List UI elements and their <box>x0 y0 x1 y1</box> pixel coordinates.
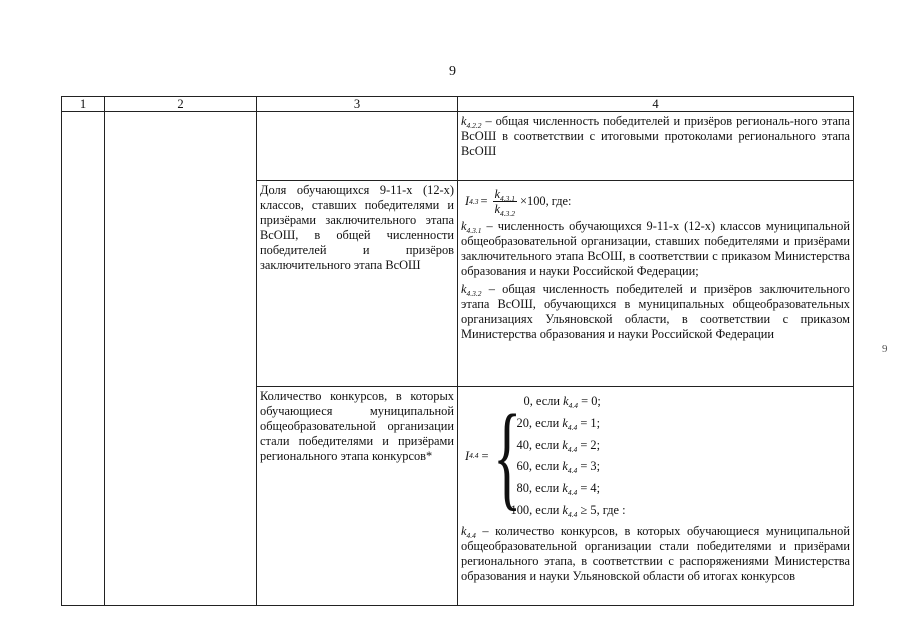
formula-case-row <box>511 413 626 435</box>
definition-text: – количество конкурсов, в которых обучающиеся муниципальной общеобразовательной организации стали победителями и призёрами регионального этапа, в соответствии с распоряжениями Министерства образования и науки Ульяновской области об итогах конкурсов <box>461 523 850 583</box>
formula-tail: ×100, где: <box>520 194 572 208</box>
definition-k422 <box>461 114 850 159</box>
case-condition: = 3; <box>577 459 601 474</box>
case-var: k <box>562 437 568 452</box>
definition-k431 <box>461 219 850 279</box>
cell-number <box>62 112 105 606</box>
formula-case-row <box>511 456 626 478</box>
case-var: k <box>562 459 568 474</box>
cell-method <box>458 112 854 181</box>
definition-k44 <box>461 524 850 584</box>
fraction-denominator <box>493 202 518 216</box>
case-var: k <box>562 481 568 496</box>
numerator-var: k <box>494 187 501 201</box>
case-sub: 4.4 <box>567 488 578 498</box>
case-value: 0, если <box>523 394 561 408</box>
cell-method <box>458 181 854 387</box>
formula-case-row <box>511 435 626 457</box>
formula-i44: I 4.4 = { 0, если $k_{4.4} = 0$; 20, если $k_{4.4} = 1$; 40, если $k_{4.4} = 2$; 60, если $k_{4.4} = 3$; 80, если $k_{4.4} = 4$; 100, если $k_{4.4} \ge 5$, где : <box>465 390 626 522</box>
cell-indicator-name <box>257 387 458 606</box>
numerator-sub: 4.3.1 <box>500 194 516 203</box>
case-condition: = 0; <box>578 394 601 408</box>
definition-k432 <box>461 282 850 342</box>
case-condition: = 1; <box>577 415 601 430</box>
margin-page-mark: 9 <box>882 343 888 355</box>
case-sub: 4.4 <box>567 422 578 432</box>
formula-cases <box>511 391 626 522</box>
variable-subscript: 4.2.2 <box>466 121 482 130</box>
formula-lhs-var: I <box>465 448 470 463</box>
case-var: k <box>562 415 568 430</box>
cell-indicator-group <box>105 112 257 606</box>
cell-method <box>458 387 854 606</box>
header-col-2: 2 <box>105 97 257 112</box>
case-sub: 4.4 <box>567 444 578 454</box>
fraction-numerator <box>493 187 518 202</box>
case-value: 20, если <box>516 415 560 430</box>
case-condition: = 2; <box>577 437 601 452</box>
case-sub: 4.4 <box>568 509 578 519</box>
definition-text: – общая численность победителей и призёров заключительного этапа ВсОШ, обучающихся в муниципальных общеобразовательных организациях Ульяновской области, в соответствии с приказом Министерства образования и науки Российской Федерации <box>461 282 850 341</box>
variable-k: k <box>461 219 467 233</box>
indicators-table <box>61 96 854 606</box>
case-condition: = 4; <box>577 481 601 496</box>
variable-k: k <box>461 523 467 538</box>
indicator-4-3-name: Доля обучающихся 9-11-х (12-х) классов, ставших победителями и призёрами заключительного этапа ВсОШ, в общей численности победителей и призёров заключительного этапа ВсОШ <box>260 183 454 272</box>
case-value: 40, если <box>516 437 560 452</box>
cell-indicator-name <box>257 112 458 181</box>
formula-eq: = <box>480 194 488 208</box>
variable-subscript: 4.4 <box>466 530 476 540</box>
left-brace-icon: { <box>492 390 521 522</box>
case-sub: 4.4 <box>568 401 579 410</box>
table-row <box>62 112 854 181</box>
formula-case-row <box>511 500 626 522</box>
definition-text: – численность обучающихся 9-11-х (12-х) классов муниципальной общеобразовательной организации, ставших победителями и призёрами заключительного этапа ВсОШ, в соответствии с приказом Министерства образования и науки Российской Федерации; <box>461 219 850 278</box>
variable-k: k <box>461 282 467 296</box>
definition-text: – общая численность победителей и призёров региональ-ного этапа ВсОШ в соответствии с итоговыми протоколами регионального этапа ВсОШ <box>461 114 850 158</box>
case-sub: 4.4 <box>567 466 578 476</box>
case-condition: ≥ 5, где : <box>577 502 626 517</box>
variable-subscript: 4.3.1 <box>466 226 482 235</box>
formula-eq: = <box>481 448 489 463</box>
case-value: 100, если <box>510 502 560 517</box>
header-col-3: 3 <box>257 97 458 112</box>
table-header-row <box>62 97 854 112</box>
case-var: k <box>562 502 569 517</box>
case-value: 80, если <box>516 481 560 496</box>
variable-k: k <box>461 114 467 128</box>
cell-indicator-name <box>257 181 458 387</box>
header-col-1: 1 <box>62 97 105 112</box>
variable-subscript: 4.3.2 <box>466 289 482 298</box>
formula-lhs-var: I <box>465 194 470 208</box>
denominator-var: k <box>494 202 501 216</box>
denominator-sub: 4.3.2 <box>500 209 516 218</box>
indicator-4-4-name: Количество конкурсов, в которых обучающиеся муниципальной общеобразовательной организации стали победителями и призёрами регионального этапа конкурсов* <box>260 389 454 463</box>
formula-case-row <box>511 391 626 413</box>
case-value: 60, если <box>516 459 560 474</box>
page-number: 9 <box>449 64 456 79</box>
formula-case-row <box>511 478 626 500</box>
formula-fraction <box>493 187 518 216</box>
header-col-4: 4 <box>458 97 854 112</box>
formula-i43: I 4.3 = $\frac{k_{4.3.1}}{k_{4.3.2}}$ ×100, где: <box>465 187 572 218</box>
case-var: k <box>563 394 569 408</box>
